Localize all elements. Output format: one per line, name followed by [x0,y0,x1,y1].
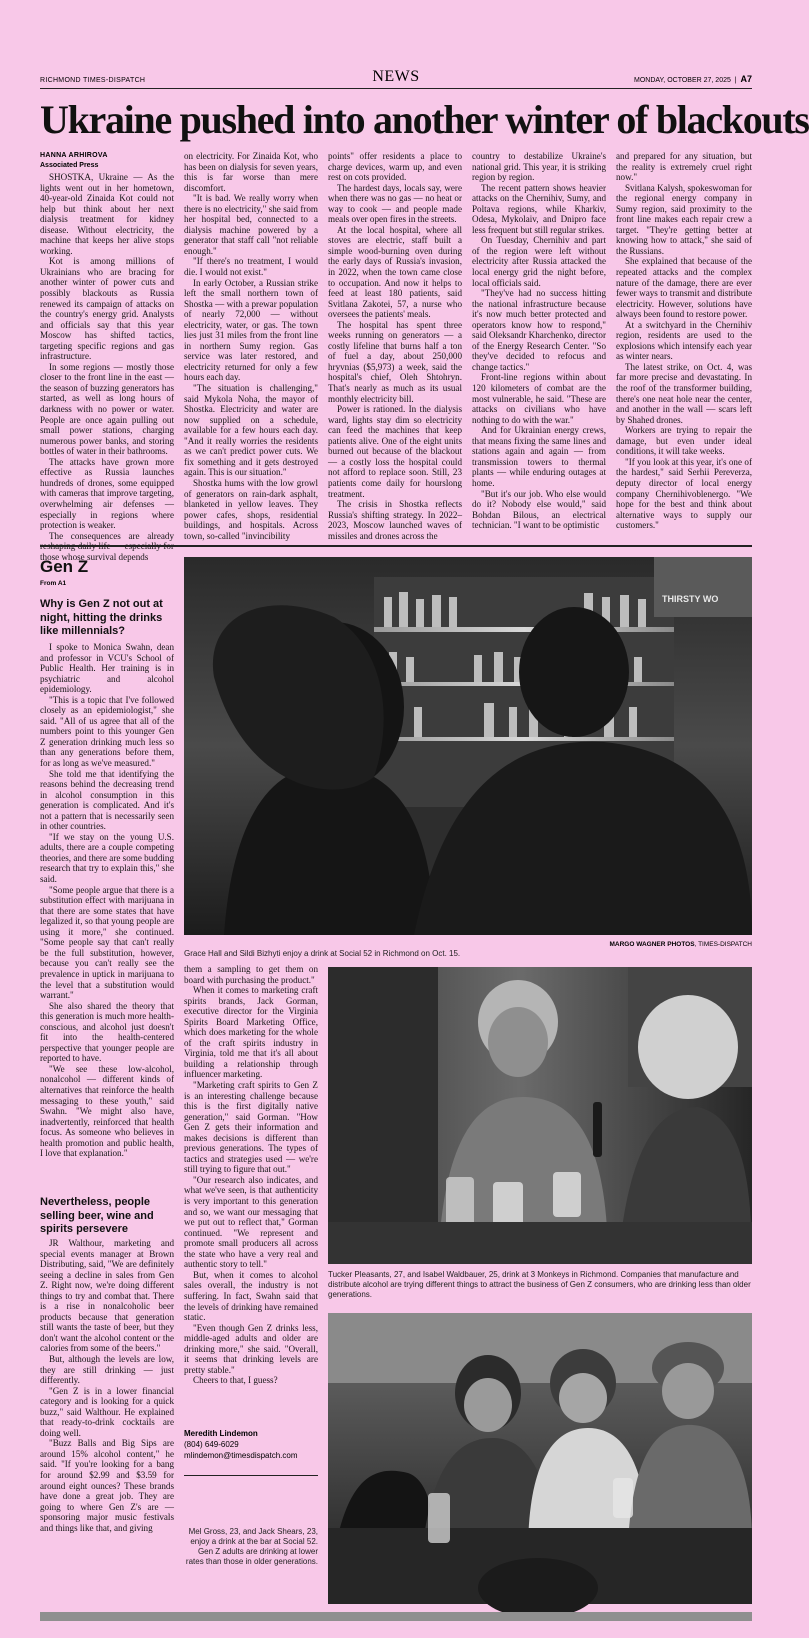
paragraph: The hardest days, locals say, were when there was no gas — no heat or way to cook — and people made meals over open fires in the streets. [328,182,462,225]
paragraph: At a switchyard in the Chernihiv region, residents are used to the explosions which intensify each year as winter nears. [616,319,752,362]
paragraph: points" offer residents a place to charge devices, warm up, and even rest on cots provided. [328,151,462,183]
paragraph: The crisis in Shostka reflects Russia's shifting strategy. In 2022–2023, Moscow launched waves of missiles and drones across the [328,499,462,541]
paragraph: "If you look at this year, it's one of the hardest," said Serhii Pereverza, deputy director of local energy company Chernihivoblenergo. "We hope for the best and think about alternative ways to supply our customers." [616,456,752,531]
paragraph: them a sampling to get them on board with purchasing the product." [184,964,318,985]
paragraph: The attacks have grown more effective as Russia launches hundreds of drones, some equipped with cameras that improve targeting, overwhelming air defenses — especially in regions where protection is weaker. [40,456,174,531]
section-title: NEWS [372,68,420,85]
paragraph: "Our research also indicates, and what we've seen, is that authenticity is very important to this generation and so, we want our messaging that we put out to reflect that," Gorman continued. "We represent and promote small producers all across the state who have a very real and authentic story to tell." [184,1174,318,1270]
paragraph: Kot is among millions of Ukrainians who are bracing for another winter of power cuts and possibly blackouts as Russia renewed its campaign of attacks on the country's energy grid. Analysts and officials say that this year Moscow has shifted tactics, targeting specific regions and gas infrastructure. [40,256,174,362]
paragraph: Cheers to that, I guess? [193,1375,278,1386]
byline [40,151,180,171]
footer-bar [40,1612,752,1621]
paragraph: At the local hospital, where all stoves are electric, staff built a simple wood-burning oven during the early days of Russia's invasion, in 2022, when the town came close to occupation. And now it helps to feed at least 180 patients, said Svitlana Zakotei, 57, a nurse who oversees the patients' meals. [328,224,462,320]
paragraph: But, when it comes to alcohol sales overall, the industry is not suffering. In fact, Swahn said that the levels of drinking have remained static. [184,1269,318,1323]
paragraph: In early October, a Russian strike left the small northern town of Shostka — with a prewar population of nearly 72,000 — without electricity, water, or gas. The town lies just 31 miles from the front line in northern Sumy region. Gas service was later restored, and electricity returned for only a few hours each day. [184,277,318,383]
genz-subhead-1: Why is Gen Z not out at night, hitting the drinks like millennials? [40,598,163,637]
paragraph: Workers are trying to repair the damage, but even under ideal conditions, it will take weeks. [616,425,752,457]
paragraph: on electricity. For Zinaida Kot, who has been on dialysis for seven years, this is far worse than mere discomfort. [184,151,318,193]
paper-name: RICHMOND TIMES-DISPATCH [40,77,146,84]
article-column-3 [328,151,462,541]
signoff-email: mlindemon@timesdispatch.com [184,1451,298,1460]
genz-section-label: Gen Z [40,557,89,576]
paragraph: The consequences are already those whose survival depends [40,530,174,562]
page-number: A7 [740,74,752,84]
paragraph: "It is bad. We really worry when there is no electricity," she said from her hospital bed, connected to a dialysis machine powered by a generator that staff call "not reliable enough." [184,193,318,256]
byline-name: HANNA ARHIROVA [40,152,108,159]
signoff [184,1428,318,1461]
bar-photo-2 [328,967,752,1264]
paragraph: "Marketing craft spirits to Gen Z is an interesting challenge because this is the first digitally native generation," said Gorman. "How Gen Z gets their information and makes decisions is different than previous generations. The types of tactics and strategies used — we're still trying to figure that out." [184,1080,318,1175]
bar-photo-3 [328,1313,752,1604]
paragraph: The hospital has spent three weeks running on generators — a costly lifeline that burns half a ton of fuel a day, about 250,000 hryvnias ($5,973) a week, said the hospital's chief, Oleh Shtohryn. That's nearly as much as its usual monthly electricity bill. [328,319,462,404]
paragraph: The latest strike, on Oct. 4, was far more precise and devastating. In the roof of the transformer building, there's one neat hole near the center, and another in the wall — scars left by Shahed drones. [616,361,752,425]
paragraph: "Some people argue that there is a substitution effect with marijuana in that there are some states that have legalized it, so that young people are using it more," she continued. "Some people say that can't really be the full substitution, however, because you can't really see the prevalence in uptick in marijuana to the level that a substitution would warrant." [40,884,174,1001]
byline-org: Associated Press [40,162,99,169]
paragraph: On Tuesday, Chernihiv and part of the region were left without electricity after Russia attacked the local energy grid the night before, local officials said. [472,235,606,288]
signoff-rule [184,1475,318,1476]
paragraph: "Gen Z is in a lower financial category and is looking for a quick buzz," said Walthour. He explained that ready-to-drink cocktails are doing well. [40,1385,174,1438]
paragraph: "If there's no treatment, I would die. I would not exist." [184,256,318,278]
paragraph: Power is rationed. In the dialysis ward, lights stay dim so electricity can feed the machines that keep patients alive. One of the eight units burned out because of the blackout — a costly loss the hospital could not afford to replace soon. Still, 23 patients come daily for hourslong treatment. [328,404,462,499]
paragraph: She told me that identifying the reasons behind the decreasing trend in alcohol consumption in this generation is complicated. And it's not a pattern that is necessarily seen in other countries. [40,768,174,832]
folio [40,68,752,89]
genz-subhead-2: Nevertheless, people selling beer, wine and spirits persevere [40,1196,154,1235]
paragraph: "Even though Gen Z drinks less, middle-aged adults and older are drinking more," she said. "Overall, it seems that drinking levels are pretty stable." [184,1322,318,1375]
section-divider [40,545,752,547]
photo-sign-text: THIRSTY WO [662,594,719,604]
photo-1-caption: Grace Hall and Sildi Bizhyti enjoy a drink at Social 52 in Richmond on Oct. 15. [184,949,461,958]
paragraph: I spoke to Monica Swahn, dean and professor in VCU's School of Public Health. Her training is in psychiatric and alcohol epidemiology. [40,642,174,695]
article-column-1 [40,172,174,562]
paragraph: SHOSTKA, Ukraine — As the lights went out in her hometown, 40-year-old Zinaida Kot could not help but think about her next dialysis treatment for kidney disease. Without electricity, the machine that keeps her alive stops working. [40,172,174,256]
photo-3-caption: Mel Gross, 23, and Jack Shears, 23, enjoy a drink at the bar at Social 52. Gen Z adults are drinking at lower rates than those in older generations. [185,1527,318,1566]
paragraph: country to destabilize Ukraine's national grid. This year, it is striking region by region. [472,151,606,183]
paragraph: "Buzz Balls and Big Sips are around 15% alcohol content," he said. "If you're looking for a bang for around $2.99 and $3.59 for around eight ounces? These brands have done a great job. They are going to where Gen Z's are — sponsoring major music festivals and things like that, and giving [40,1438,174,1533]
genz-column-1b [40,1238,174,1600]
paragraph: In some regions — mostly those closer to the front line in the east — the season of buzzing generators has started, as well as long hours of darkness with no power or water. People are once again pulling out small power stations, charging numerous power banks, and storing bottles of water in their bathrooms. [40,361,174,457]
paragraph: "We see these low-alcohol, nonalcohol — different kinds of alternatives that reinforce the health messaging to these youth," said Swahn. "We might also have, inadvertently, reinforced that health focus. As someone who believes in health promotion and public health, I love that explanation." [40,1063,174,1159]
genz-column-2 [184,964,318,1424]
paragraph: "The situation is challenging," said Mykola Noha, the mayor of Shostka. Electricity and water are now supplied on a schedule, available for a few hours each day. "And it really worries the residents as we can't predict power cuts. We fix something and it gets destroyed again. This is our situation." [184,383,318,478]
paragraph: But, although the levels are low, they are still drinking — just differently. [40,1354,174,1386]
bar-photo-1 [184,557,752,935]
paragraph: Svitlana Kalysh, spokeswoman for the regional energy company in Sumy region, said proximity to the front line makes each repair crew a target. "They're getting better at knowing how to attack," she said of the Russians. [616,182,752,256]
paragraph: The recent pattern shows heavier attacks on the Chernihiv, Sumy, and Poltava regions, while Kharkiv, Odesa, Mykolaiv, and Dnipro face less frequent but still regular strikes. [472,182,606,235]
paragraph: She also shared the theory that this generation is much more health-conscious, and alcohol just doesn't fit into the health-centered perspective that younger people are reported to have. [40,1000,174,1064]
paragraph: "They've had no success hitting the national infrastructure because it's now much better protected and operators know how to respond," said Oleksandr Kharchenko, director of the Energy Research Center. "So they've decided to refocus and change tactics." [472,288,606,372]
headline: Ukraine pushed into another winter of blackouts [40,97,809,142]
genz-column-1a [40,642,174,1188]
article-column-4 [472,151,606,534]
paragraph: And for Ukrainian energy crews, that means fixing the same lines and stations again and again — from transmission towers to thermal plants — while enduring outages at home. [472,425,606,488]
bar-photo-2-image [328,967,752,1264]
article-column-5 [616,151,752,534]
paragraph: Front-line regions within about 120 kilometers of combat are the most vulnerable, he said. "These are attacks on civilians who have nothing to do with the war." [472,372,606,425]
paragraph: She explained that because of the repeated attacks and the complex nature of the damage, there are ever fewer ways to transmit and distribute electricity. However, solutions have always been found to restore power. [616,256,752,320]
paragraph: Shostka hums with the low growl of generators on rain-dark asphalt, blanketed in yellow leaves. They power cafes, shops, residential buildings, and hospitals. Across town, so-called "invincibility [184,477,318,541]
bar-photo-3-image [328,1313,752,1604]
paragraph: "If we stay on the young U.S. adults, there are a couple competing theories, and there are some budding research that try to explain this," she said. [40,831,174,885]
signoff-phone: (804) 649-6029 [184,1440,239,1449]
photo-2-caption: Tucker Pleasants, 27, and Isabel Waldbauer, 25, drink at 3 Monkeys in Richmond. Companies that manufacture and distribute alcohol are trying different things to attract the business of Gen Z consumers, who are drinking less than older generations. [328,1270,751,1299]
paragraph: and prepared for any situation, but the reality is extremely cruel right now." [616,151,752,183]
photo-credit: MARGO WAGNER PHOTOS, TIMES-DISPATCH [609,941,752,948]
paragraph: JR Walthour, marketing and special events manager at Brown Distributing, said, "We are definitely seeing a decline in sales from Gen Z. Right now, we're doing different things to try and combat that. There is a rise in nonalcoholic beer products because that generation still wants the taste of beer, but they don't want the alcohol content or the calories from some of the beers." [40,1238,174,1354]
folio-date: MONDAY, OCTOBER 27, 2025 | A7 [634,74,752,84]
article-column-2 [184,151,318,541]
signoff-name: Meredith Lindemon [184,1429,258,1438]
paragraph: "But it's our job. Who else would do it? Nobody else would," said Bohdan Bilous, an electrical technician. "I want to be optimistic [472,488,606,531]
paragraph: "This is a topic that I've followed closely as an epidemiologist," she said. "All of us agree that all of the numbers point to this younger Gen Z generation drinking much less so than any generations before them, for as long as we've measured." [40,694,174,769]
jump-from-label: From A1 [40,580,67,587]
bar-photo-1-image [184,557,752,935]
paragraph: When it comes to marketing craft spirits brands, Jack Gorman, executive director for the Virginia Spirits Board Marketing Office, which does marketing for the whole of the craft spirits industry in Virginia, told me that it's all about building a relationship through influencer marketing. [184,985,318,1080]
